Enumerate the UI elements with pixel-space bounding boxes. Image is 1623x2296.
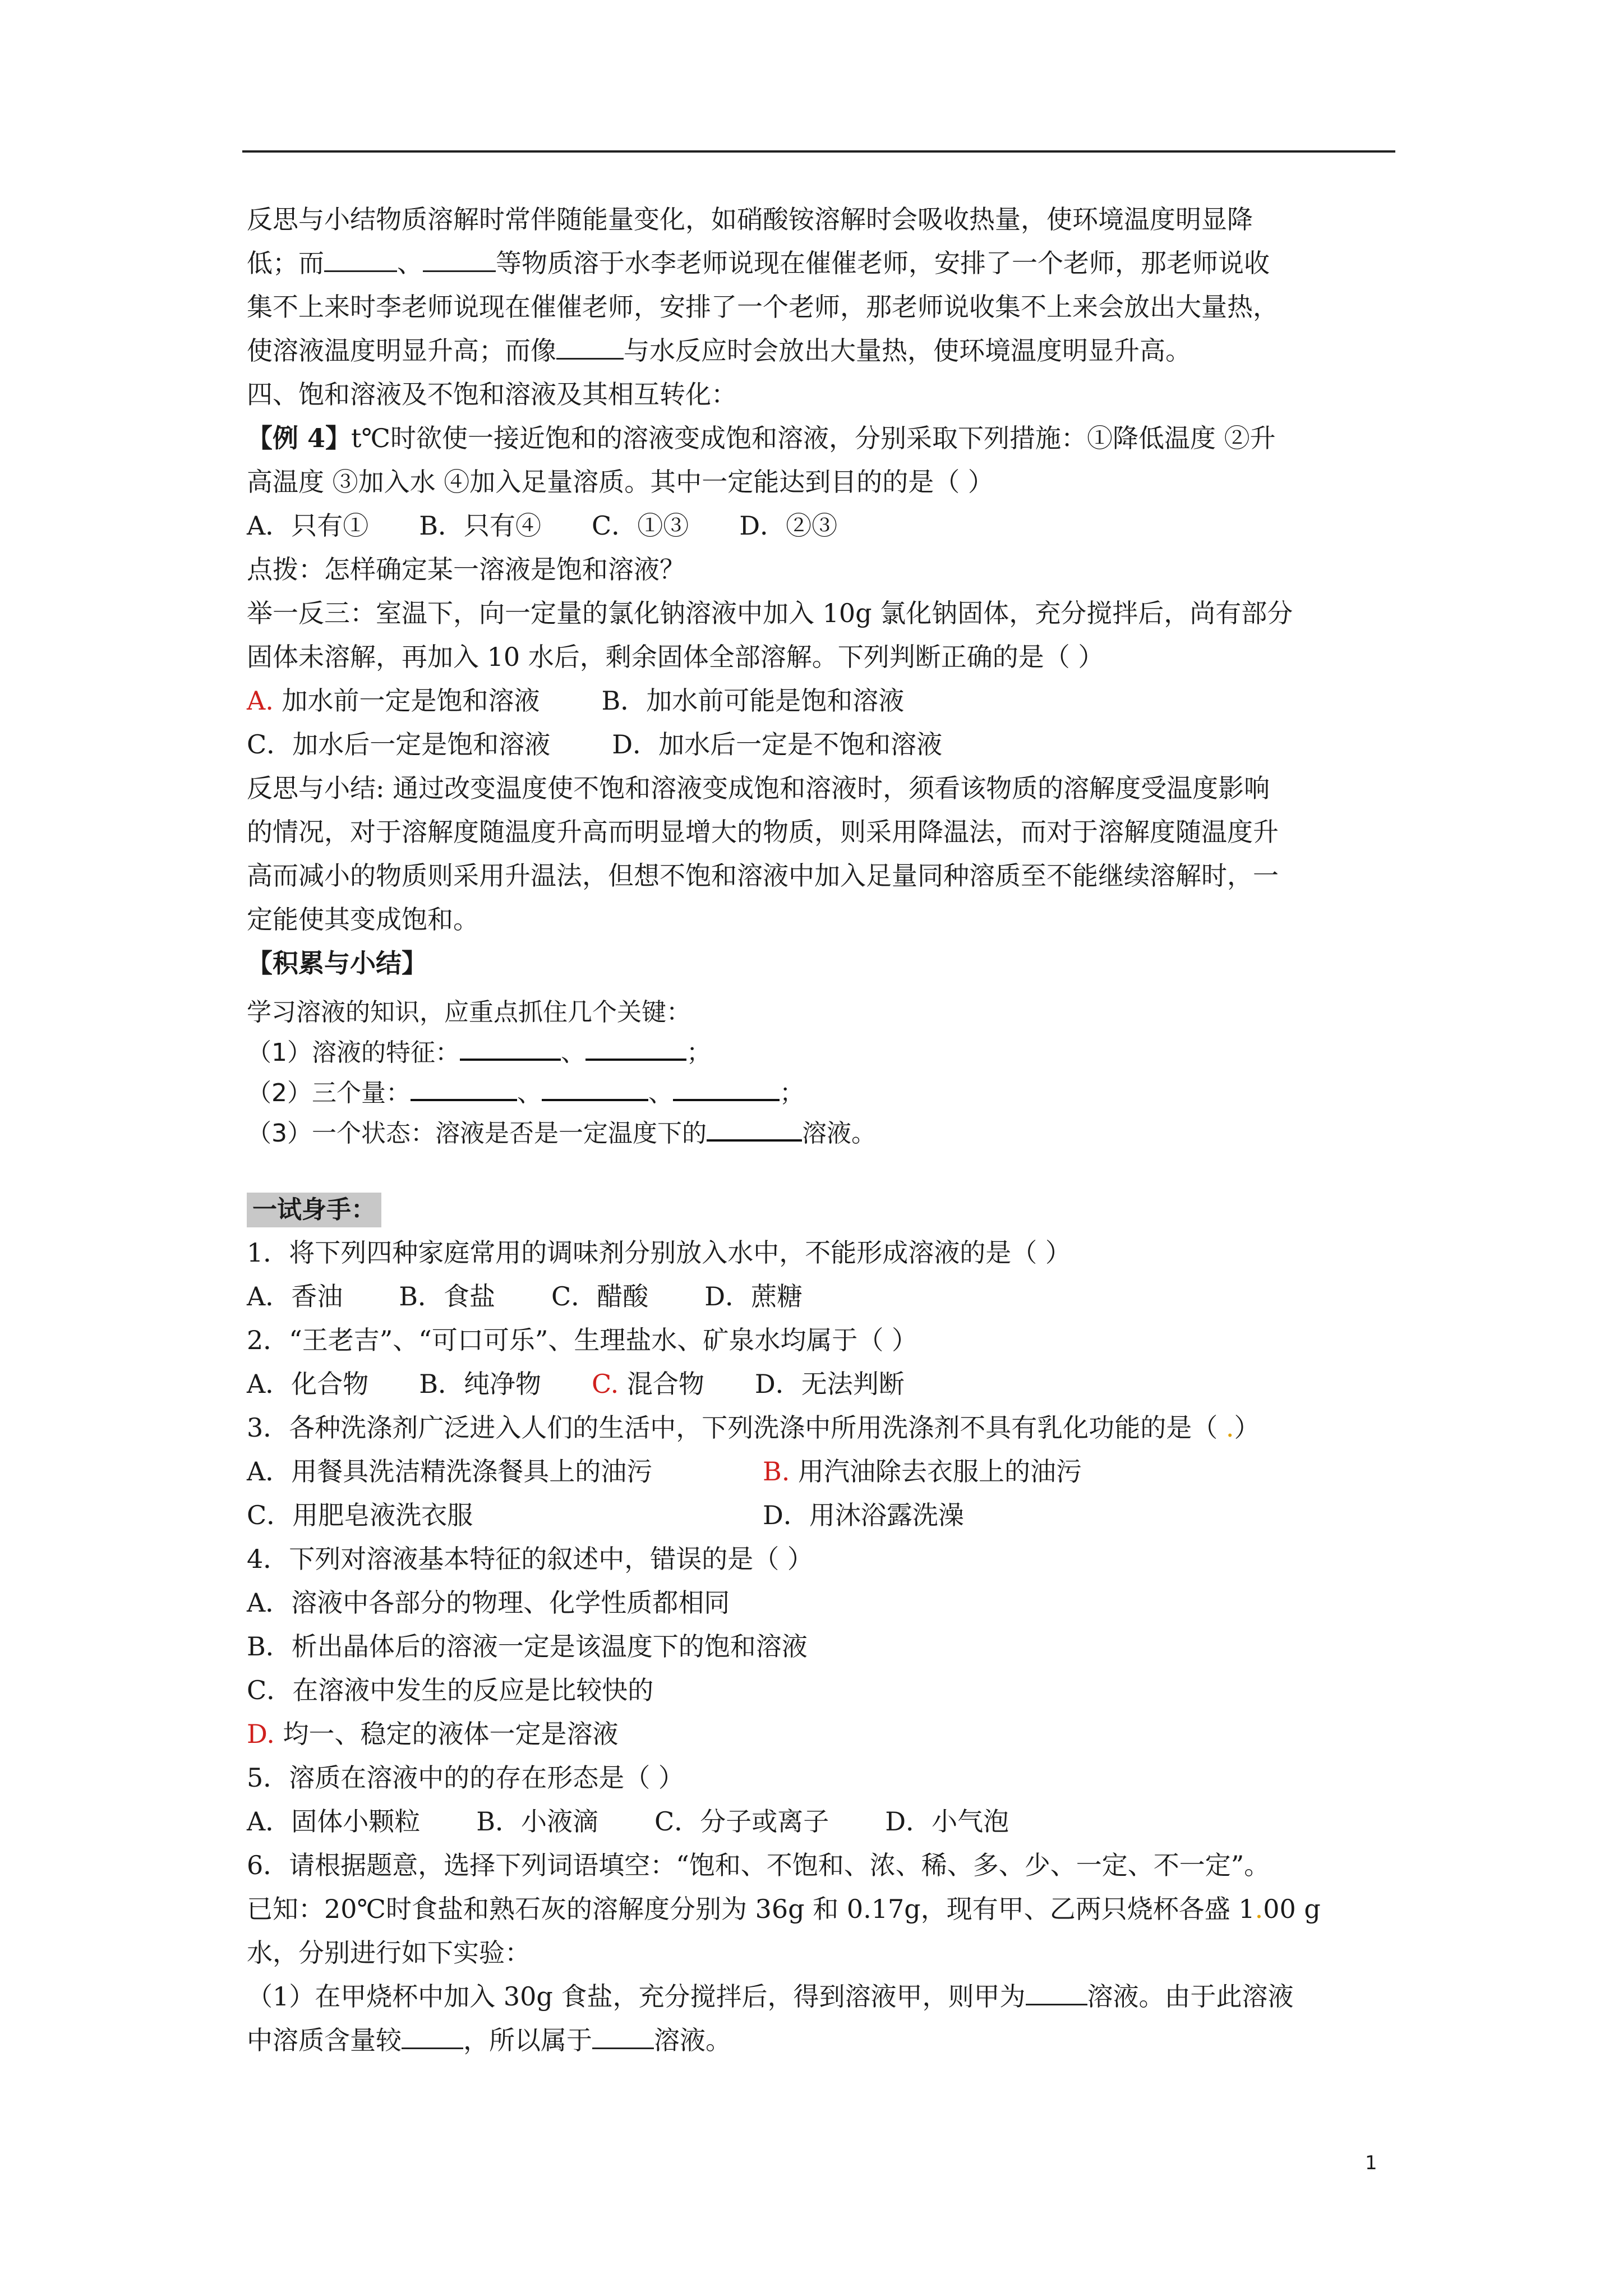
option-a: A．溶液中各部分的物理、化学性质都相同 [247, 1588, 730, 1618]
question-text: ，所以属于 [463, 2025, 592, 2055]
question-text: 高温度 ③加入水 ④加入足量溶质。其中一定能达到目的的是（ ） [247, 467, 994, 497]
question-text: t℃时欲使一接近饱和的溶液变成饱和溶液，分别采取下列措施：①降低温度 ②升 [351, 423, 1276, 453]
options-line [247, 1274, 1408, 1318]
options-line [247, 1668, 1408, 1712]
options-line [247, 1581, 1408, 1625]
option-c: C．醋酸 [551, 1281, 649, 1312]
section-heading [247, 941, 1408, 985]
option-c: C．①③ [592, 510, 689, 541]
question-text: 溶液。 [654, 2025, 731, 2055]
example-tag: 【例 4】 [247, 423, 352, 453]
options-line [247, 679, 1408, 723]
option-c: C．分子或离子 [654, 1806, 829, 1837]
text-line [247, 329, 1408, 372]
option-a: 加水前一定是饱和溶液 [273, 685, 540, 716]
summary-text: （3）一个状态：溶液是否是一定温度下的 [247, 1119, 707, 1148]
option-c: C．加水后一定是饱和溶液 [247, 729, 551, 760]
option-b-letter: B. [763, 1456, 790, 1487]
summary-line [247, 1112, 876, 1156]
text-line [247, 1843, 1408, 1887]
summary-text: 溶液。 [802, 1119, 876, 1148]
text-line [247, 898, 1408, 941]
text-line [247, 547, 1408, 591]
option-b: B．析出晶体后的溶液一定是该温度下的饱和溶液 [247, 1631, 808, 1662]
text-line [247, 416, 1408, 460]
text-line [247, 1537, 1408, 1581]
option-b: B．食盐 [399, 1281, 496, 1312]
fill-blank [707, 1114, 802, 1142]
options-line [247, 1712, 1408, 1756]
option-c: 混合物 [619, 1369, 704, 1399]
option-a-letter: A. [247, 685, 274, 716]
option-d: D．②③ [739, 510, 838, 541]
summary-image [247, 991, 1043, 1159]
fill-blank [460, 1033, 561, 1061]
text-line [247, 197, 1408, 241]
text-line [247, 285, 1408, 329]
question-text: 5．溶质在溶液中的的存在形态是（ ） [247, 1763, 684, 1793]
text-line [247, 766, 1408, 810]
option-c: C．在溶液中发生的反应是比较快的 [247, 1675, 654, 1705]
text-line [247, 854, 1408, 898]
paragraph-text: 、 [397, 248, 423, 278]
fill-blank [411, 1073, 517, 1101]
option-d: D．加水后一定是不饱和溶液 [612, 729, 943, 760]
question-mark: . [1218, 1412, 1234, 1443]
heading-text: 【积累与小结】 [247, 948, 427, 978]
paragraph-text: 与水反应时会放出大量热，使环境温度明显升高。 [624, 335, 1191, 366]
option-a: A．化合物 [247, 1369, 369, 1399]
heading-text: 四、饱和溶液及不饱和溶液及其相互转化： [247, 379, 737, 409]
fill-blank [592, 2019, 654, 2049]
option-d: D．用沐浴露洗澡 [763, 1500, 964, 1530]
question-text: 6．请根据题意，选择下列词语填空：“饱和、不饱和、浓、稀、多、少、一定、不一定”。 [247, 1850, 1270, 1880]
hint-text: 点拨：怎样确定某一溶液是饱和溶液？ [247, 554, 685, 585]
text-line [247, 591, 1408, 635]
options-line [247, 1362, 1408, 1406]
page-number: 1 [1365, 2152, 1377, 2174]
option-a: A．香油 [247, 1281, 343, 1312]
options-line [247, 1493, 1408, 1537]
option-d-letter: D. [247, 1719, 275, 1749]
text-line [247, 1406, 1408, 1450]
fill-blank [542, 1073, 648, 1101]
try-label: 一试身手： [247, 1193, 381, 1227]
question-text: 1．将下列四种家庭常用的调味剂分别放入水中，不能形成溶液的是（ ） [247, 1237, 1071, 1268]
summary-text: 学习溶液的知识，应重点抓住几个关键： [247, 998, 691, 1027]
options-line [247, 723, 1408, 766]
option-d: D．蔗糖 [704, 1281, 803, 1312]
question-text: 4．下列对溶液基本特征的叙述中，错误的是（ ） [247, 1544, 813, 1574]
question-mark: . [1255, 1894, 1264, 1924]
option-a: A．用餐具洗洁精洗涤餐具上的油污 [247, 1456, 653, 1487]
summary-line [247, 991, 691, 1034]
option-c-letter: C. [592, 1369, 619, 1399]
summary-text: 、 [517, 1079, 542, 1107]
paragraph-text: 反思与小结: 通过改变温度使不饱和溶液变成饱和溶液时，须看该物质的溶解度受温度影响 [247, 773, 1270, 803]
text-line [247, 1931, 1408, 1975]
fill-blank [585, 1033, 686, 1061]
option-a: A．只有① [247, 510, 369, 541]
option-b: 用汽油除去衣服上的油污 [790, 1456, 1082, 1487]
summary-text: （2）三个量： [247, 1079, 411, 1107]
paragraph-text: 低；而 [247, 248, 324, 278]
paragraph-text: 集不上来时李老师说现在催催老师，安排了一个老师，那老师说收集不上来会放出大量热， [247, 292, 1279, 322]
option-b: B．加水前可能是饱和溶液 [601, 685, 905, 716]
question-text: 已知：20℃时食盐和熟石灰的溶解度分别为 36g 和 0.17g，现有甲、乙两只烧杯各盛 1 [247, 1894, 1255, 1924]
summary-text: （1）溶液的特征： [247, 1038, 460, 1067]
summary-line [247, 1031, 711, 1075]
option-b: B．纯净物 [419, 1369, 542, 1399]
options-line [247, 1625, 1408, 1668]
question-text: 水，分别进行如下实验： [247, 1938, 531, 1968]
question-text: 3．各种洗涤剂广泛进入人们的生活中，下列洗涤中所用洗涤剂不具有乳化功能的是（ [247, 1412, 1218, 1443]
question-text: 固体未溶解，再加入 10 水后，剩余固体全部溶解。下列判断正确的是（ ） [247, 642, 1104, 672]
text-line [247, 2018, 1408, 2062]
fill-blank [673, 1073, 780, 1101]
section-heading [247, 372, 1408, 416]
option-b: B．只有④ [419, 510, 542, 541]
text-line [247, 635, 1408, 679]
question-text: ） [1234, 1412, 1260, 1443]
question-text: 00 g [1263, 1894, 1321, 1924]
option-a: A．固体小颗粒 [247, 1806, 421, 1837]
summary-text: ； [686, 1038, 711, 1067]
paragraph-text: 反思与小结物质溶解时常伴随能量变化，如硝酸铵溶解时会吸收热量，使环境温度明显降 [247, 204, 1253, 234]
option-d: D．小气泡 [885, 1806, 1009, 1837]
text-line [247, 1318, 1408, 1362]
text-line [247, 460, 1408, 504]
question-text: 2．“王老吉”、“可口可乐”、生理盐水、矿泉水均属于（ ） [247, 1325, 917, 1355]
fill-blank [324, 242, 397, 272]
fill-blank [1026, 1976, 1087, 2005]
option-c: C．用肥皂液洗衣服 [247, 1500, 473, 1530]
section-heading [247, 1187, 1408, 1231]
fill-blank [402, 2019, 463, 2049]
paragraph-text: 等物质溶于水李老师说现在催催老师，安排了一个老师，那老师说收 [496, 248, 1270, 278]
option-d: 均一、稳定的液体一定是溶液 [274, 1719, 619, 1749]
text-line [247, 1975, 1408, 2018]
options-line [247, 1800, 1408, 1843]
paragraph-text: 的情况，对于溶解度随温度升高而明显增大的物质，则采用降温法，而对于溶解度随温度升 [247, 817, 1279, 847]
summary-line [247, 1071, 804, 1115]
options-line [247, 1450, 1408, 1493]
fill-blank [556, 330, 624, 360]
text-line [247, 1887, 1408, 1931]
question-text: 举一反三：室温下，向一定量的氯化钠溶液中加入 10g 氯化钠固体，充分搅拌后，尚有部分 [247, 598, 1293, 628]
text-line [247, 1231, 1408, 1274]
text-line [247, 1756, 1408, 1800]
summary-text: 、 [561, 1038, 585, 1067]
option-b: B．小液滴 [476, 1806, 599, 1837]
header-rule [242, 150, 1395, 153]
question-text: （1）在甲烧杯中加入 30g 食盐，充分搅拌后，得到溶液甲，则甲为 [247, 1981, 1026, 2012]
text-line [247, 241, 1408, 285]
paragraph-text: 使溶液温度明显升高；而像 [247, 335, 556, 366]
summary-text: ； [780, 1079, 804, 1107]
option-d: D．无法判断 [754, 1369, 905, 1399]
options-line [247, 504, 1408, 547]
question-text: 中溶质含量较 [247, 2025, 402, 2055]
document-body [247, 197, 1408, 2062]
text-line [247, 810, 1408, 854]
summary-text: 、 [648, 1079, 673, 1107]
question-text: 溶液。由于此溶液 [1087, 1981, 1294, 2012]
paragraph-text: 高而减小的物质则采用升温法，但想不饱和溶液中加入足量同种溶质至不能继续溶解时，一 [247, 861, 1279, 891]
fill-blank [423, 242, 496, 272]
paragraph-text: 定能使其变成饱和。 [247, 904, 479, 935]
